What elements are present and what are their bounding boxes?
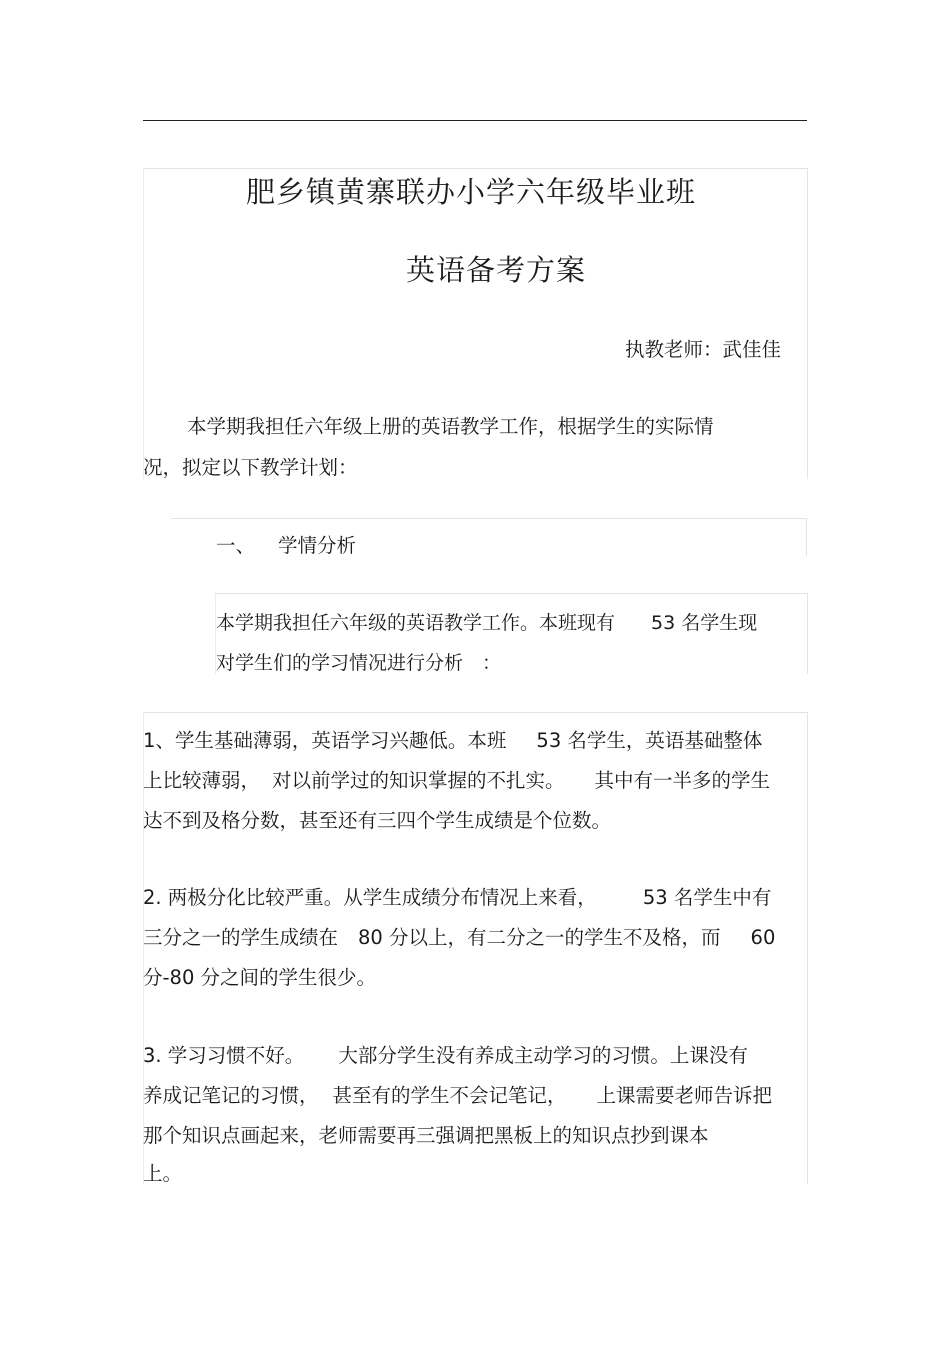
intro-line1: 本学期我担任六年级上册的英语教学工作，根据学生的实际情 [187,415,714,438]
author-line: 执教老师：武佳佳 [625,338,782,361]
point-2-line2-b: 80 分以上，有二分之一的学生不及格，而 [358,926,721,949]
header-rule [143,120,807,121]
intro-line2: 况，拟定以下教学计划： [143,456,358,479]
point-2-line1-b: 53 名学生中有 [642,886,772,909]
point-1-line2-c: 其中有一半多的学生 [594,769,771,792]
point-2-line2-c: 60 [750,926,776,949]
point-1-line2-a: 上比较薄弱， [143,769,261,792]
point-2-line1-a: 2. 两极分化比较严重。从学生成绩分布情况上来看， [143,886,597,909]
point-3-line4: 上。 [143,1162,183,1185]
section-heading-frame [171,518,807,556]
point-1-line3: 达不到及格分数，甚至还有三四个学生成绩是个位数。 [143,809,612,832]
point-3-line1-a: 3. 学习习惯不好。 [143,1044,305,1067]
point-3-line3: 那个知识点画起来，老师需要再三强调把黑板上的知识点抄到课本 [143,1124,709,1147]
section-para-line2: 对学生们的学习情况进行分析 ： [216,652,502,674]
document-title-line1: 肥乡镇黄寨联办小学六年级毕业班 [246,175,697,209]
section-para-line1-count: 53 名学生现 [651,612,758,634]
point-2-line2-a: 三分之一的学生成绩在 [143,926,339,949]
section-number: 一、 [216,534,256,557]
section-para-line1-text: 本学期我担任六年级的英语教学工作。本班现有 [216,612,616,634]
point-3-line1 [143,1040,748,1068]
point-2-line2 [143,922,775,950]
point-3-line1-b: 大部分学生没有养成主动学习的习惯。上课没有 [338,1044,748,1067]
point-1-line2 [143,765,770,793]
point-1-line1-a: 1、学生基础薄弱，英语学习兴趣低。本班 [143,729,507,752]
point-3-line2-b: 甚至有的学生不会记笔记， [332,1084,567,1107]
section-heading: 学情分析 [278,534,357,557]
point-3-line2 [143,1080,772,1108]
point-1-line2-b: 对以前学过的知识掌握的不扎实。 [272,769,565,792]
point-2-line3: 分-80 分之间的学生很少。 [143,966,377,989]
point-2-line1 [143,882,771,910]
point-3-line2-c: 上课需要老师告诉把 [596,1084,773,1107]
point-3-line2-a: 养成记笔记的习惯， [143,1084,319,1107]
section-para-line1 [216,608,757,635]
point-1-line1-b: 53 名学生，英语基础整体 [536,729,763,752]
point-1-line1 [143,725,762,753]
document-title-line2: 英语备考方案 [406,253,587,287]
